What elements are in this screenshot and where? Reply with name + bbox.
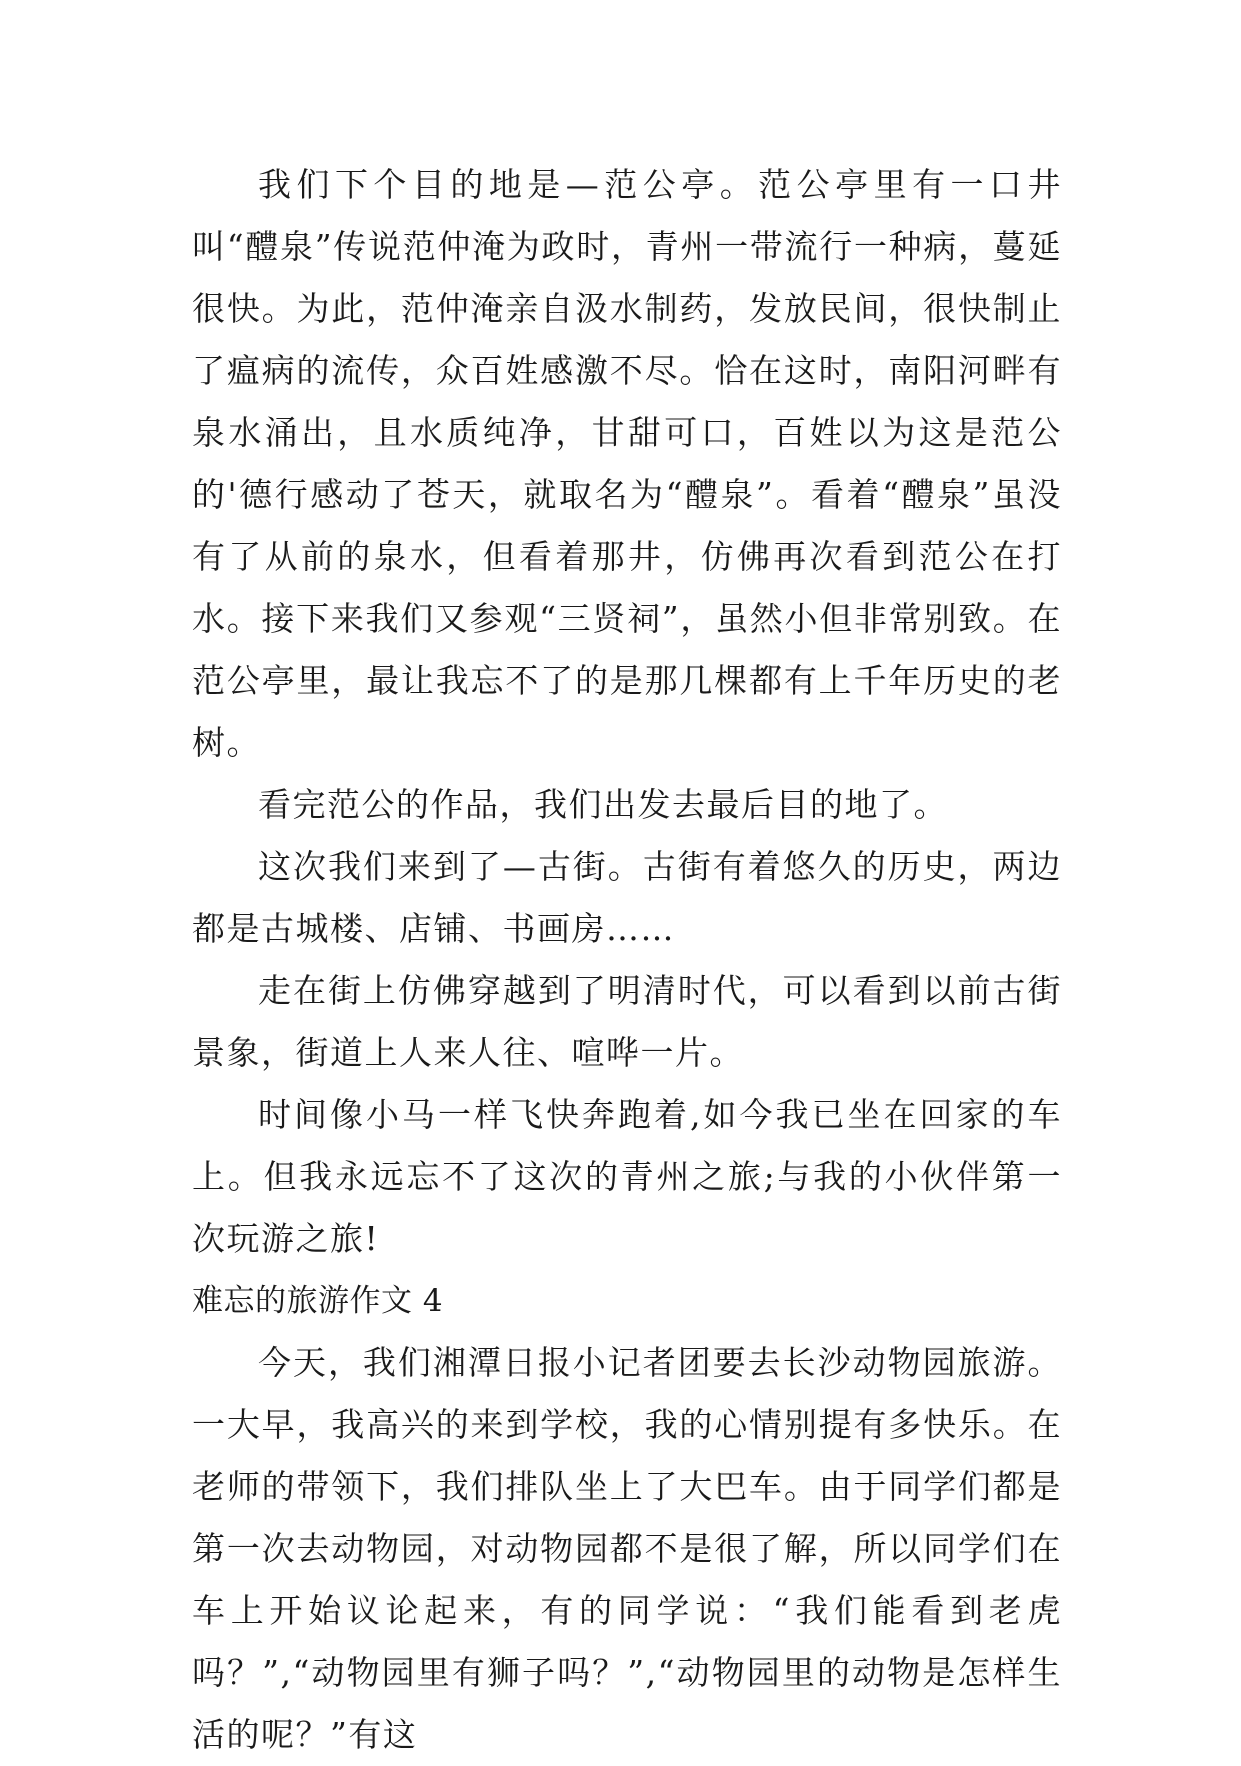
document-body	[192, 154, 1062, 1766]
paragraph-trip-home: 时间像小马一样飞快奔跑着,如今我已坐在回家的车上。但我永远忘不了这次的青州之旅;与我的小伙伴第一次玩游之旅!	[192, 1095, 1062, 1258]
paragraph-fan-gong-pavilion: 我们下个目的地是—范公亭。范公亭里有一口井叫“醴泉”传说范仲淹为政时，青州一带流行一种病，蔓延很快。为此，范仲淹亲自汲水制药，发放民间，很快制止了瘟病的流传，众百姓感激不尽。恰在这时，南阳河畔有泉水涌出，且水质纯净，甘甜可口，百姓以为这是范公的'德行感动了苍天，就取名为“醴泉”。看着“醴泉”虽没有了从前的泉水，但看着那井，仿佛再次看到范公在打水。接下来我们又参观“三贤祠”，虽然小但非常别致。在范公亭里，最让我忘不了的是那几棵都有上千年历史的老树。	[192, 165, 1062, 762]
paragraph-zoo-trip: 今天，我们湘潭日报小记者团要去长沙动物园旅游。一大早，我高兴的来到学校，我的心情别提有多快乐。在老师的带领下，我们排队坐上了大巴车。由于同学们都是第一次去动物园，对动物园都不是很了解，所以同学们在车上开始议论起来，有的同学说：“我们能看到老虎吗？”,“动物园里有狮子吗？”,“动物园里的动物是怎样生活的呢？”有这	[192, 1343, 1062, 1754]
paragraph-old-street: 这次我们来到了—古街。古街有着悠久的历史，两边都是古城楼、店铺、书画房……	[192, 847, 1062, 948]
paragraph-depart-final-destination: 看完范公的作品，我们出发去最后目的地了。	[258, 785, 948, 824]
paragraph-ming-qing-era: 走在街上仿佛穿越到了明清时代，可以看到以前古街景象，街道上人来人往、喧哗一片。	[192, 971, 1062, 1072]
section-heading: 难忘的旅游作文 4	[192, 1283, 444, 1319]
